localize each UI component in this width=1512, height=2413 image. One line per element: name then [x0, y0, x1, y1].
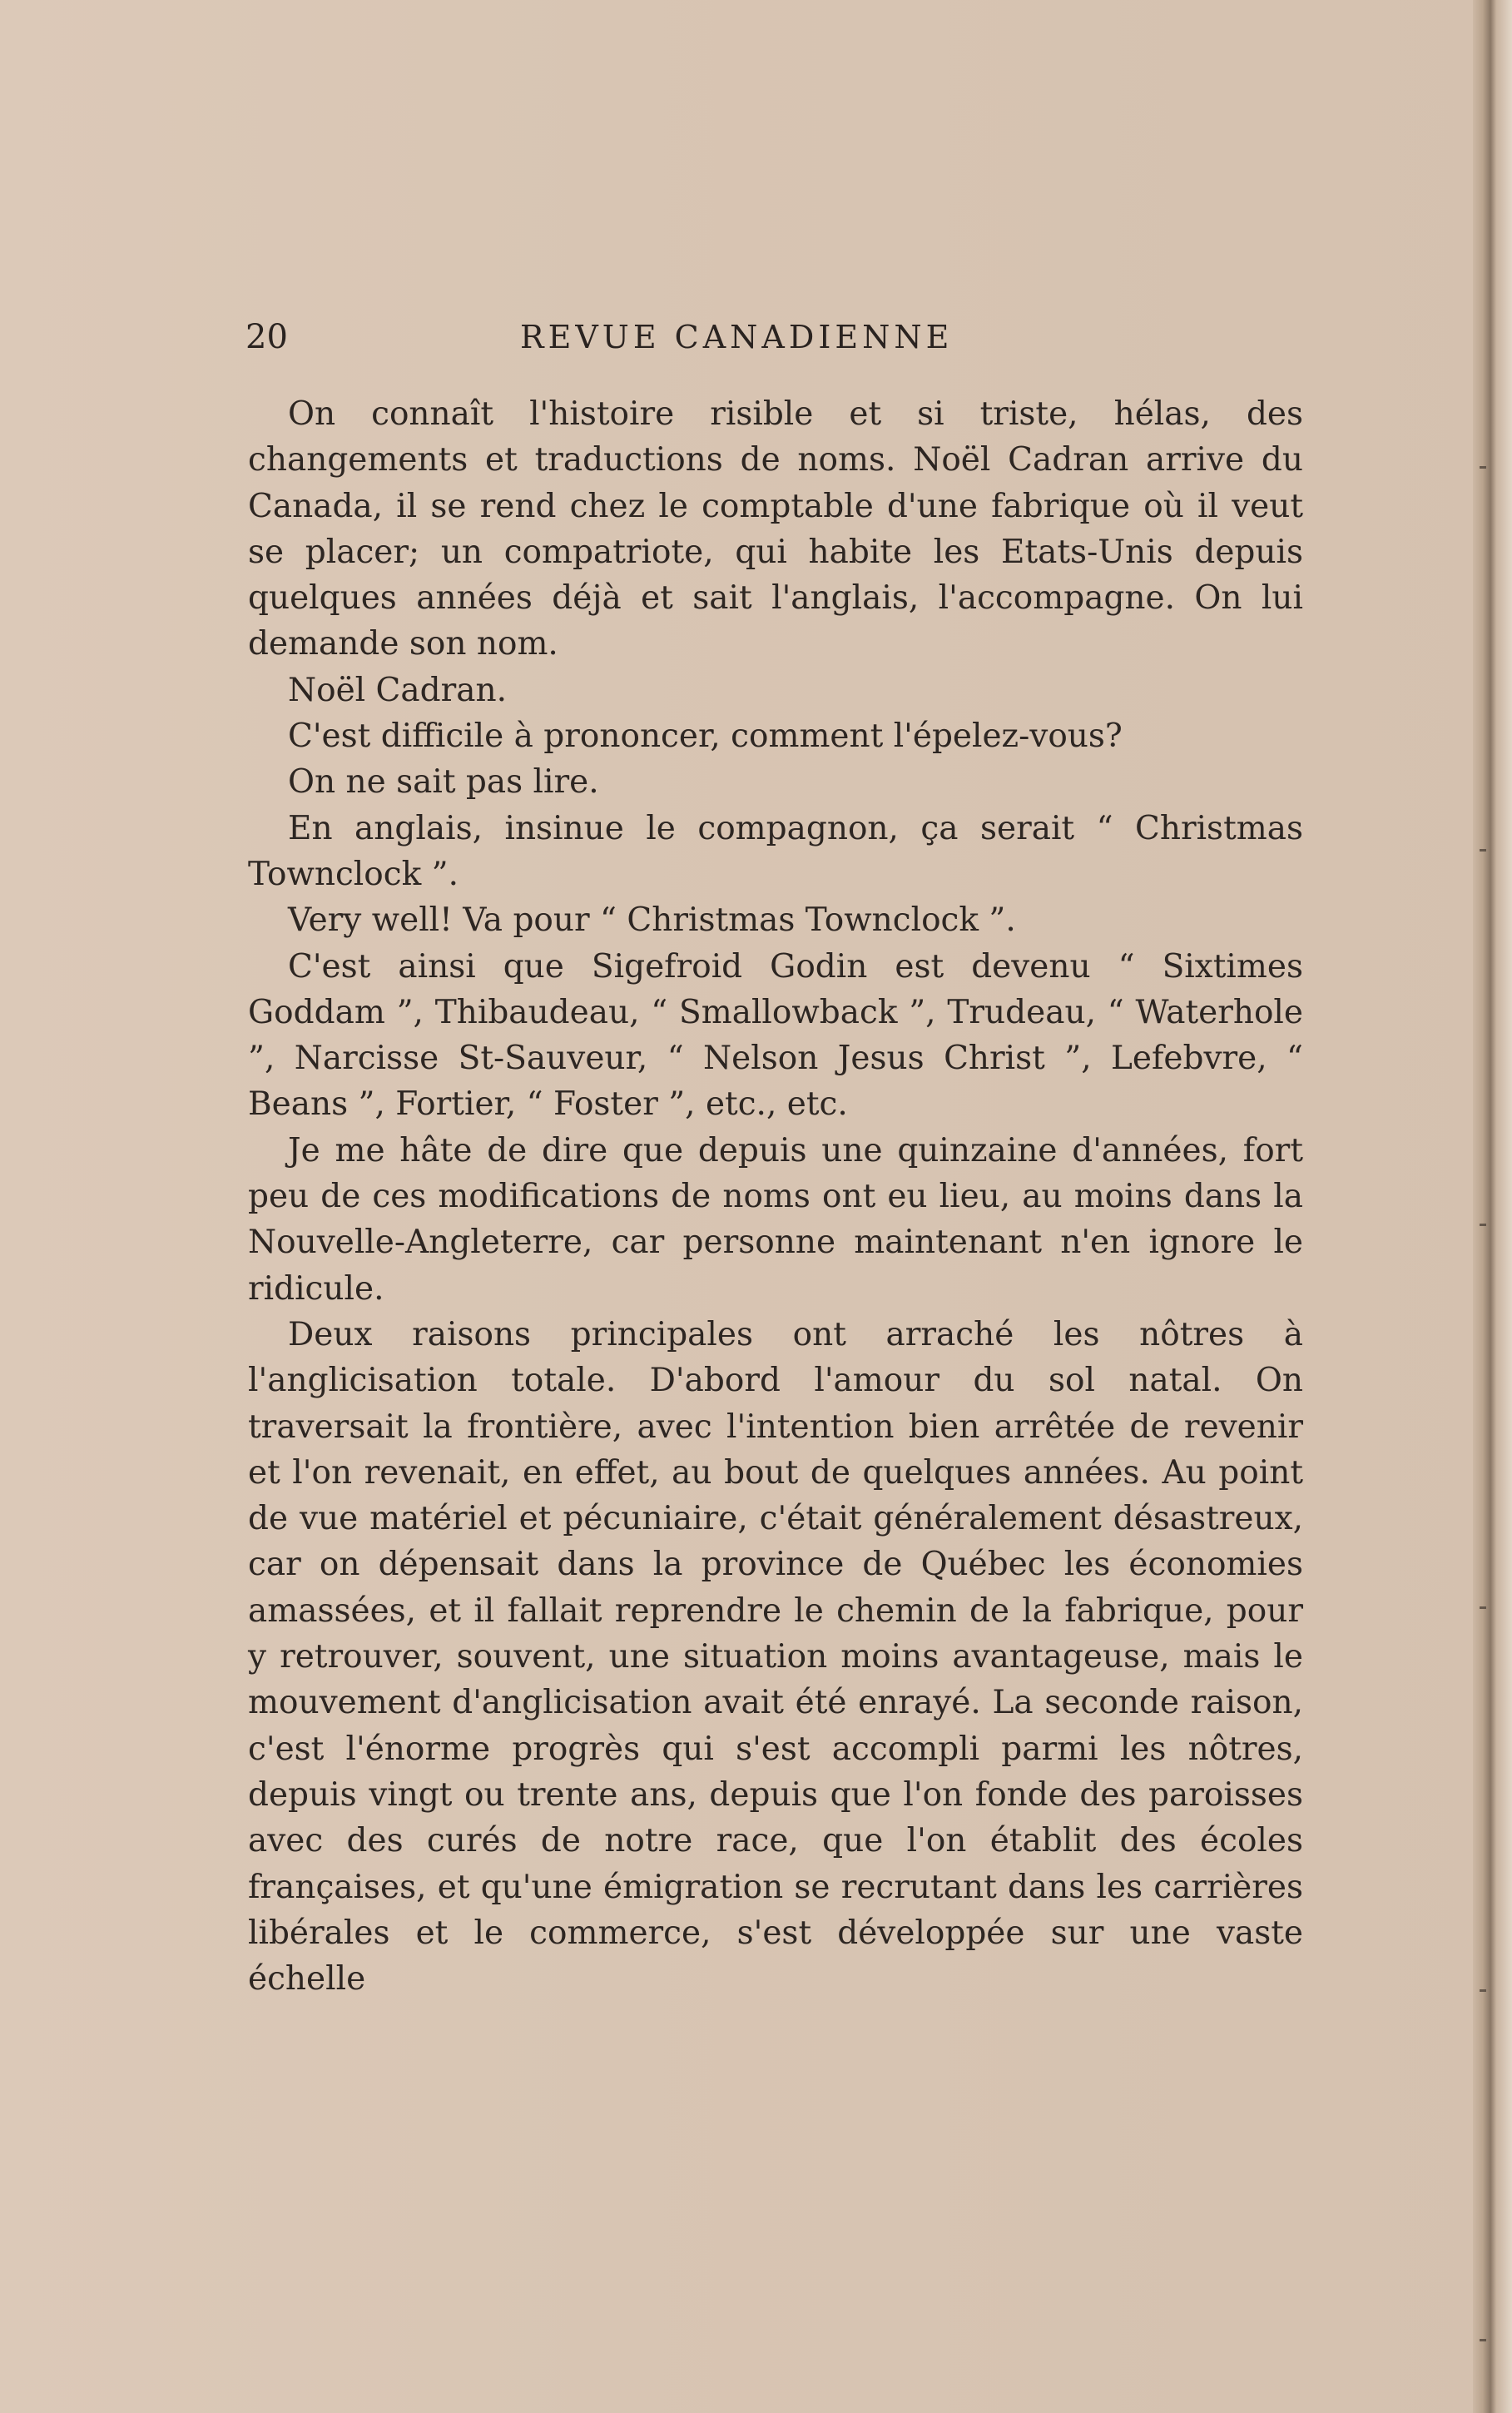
spine-mark [1480, 2339, 1486, 2341]
paragraph: Noël Cadran. [288, 671, 508, 709]
spine-mark [1480, 1606, 1486, 1609]
paragraph: En anglais, insinue le compagnon, ça serait “ Christmas Townclock ”. [248, 809, 1303, 893]
book-spine-edge [1473, 0, 1512, 2413]
page-header [245, 312, 1306, 362]
running-title: REVUE CANADIENNE [520, 319, 954, 355]
paragraph: C'est ainsi que Sigefroid Godin est devenu “ Sixtimes Goddam ”, Thibaudeau, “ Smallowback ”, Trudeau, “ Waterhole ”, Narcisse St-Sauveur, “ Nelson Jesus Christ ”, Lefebvre, “ Beans ”, Fortier, “ Foster ”, etc., etc. [248, 947, 1303, 1124]
spine-mark [1480, 849, 1486, 852]
page-number: 20 [245, 318, 288, 356]
paragraph: Very well! Va pour “ Christmas Townclock ”. [288, 901, 1016, 940]
paragraph: On ne sait pas lire. [288, 763, 599, 802]
paragraph: On connaît l'histoire risible et si triste, hélas, des changements et traductions de noms. Noël Cadran arrive du Canada, il se rend chez le comptable d'une fabrique où il veut se placer; un compatriote, qui habite les Etats-Unis depuis quelques années déjà et sait l'anglais, l'accompagne. On lui demande son nom. [248, 395, 1303, 663]
spine-mark [1480, 1224, 1486, 1226]
paragraph: Deux raisons principales ont arraché les nôtres à l'anglicisation totale. D'abord l'amour du sol natal. On traversait la frontière, avec l'intention bien arrêtée de revenir et l'on revenait, en effet, au bout de quelques années. Au point de vue matériel et pécuniaire, c'était généralement désastreux, car on dépensait dans la province de Québec les économies amassées, et il fallait reprendre le chemin de la fabrique, pour y retrouver, souvent, une situation moins avantageuse, mais le mouvement d'anglicisation avait été enrayé. La seconde raison, c'est l'énorme progrès qui s'est accompli parmi les nôtres, depuis vingt ou trente ans, depuis que l'on fonde des paroisses avec des curés de notre race, que l'on établit des écoles françaises, et qu'une émigration se recrutant dans les carrières libérales et le commerce, s'est développée sur une vaste échelle [248, 1315, 1303, 1998]
spine-mark [1480, 1989, 1486, 1992]
paragraph: Je me hâte de dire que depuis une quinzaine d'années, fort peu de ces modifications de noms ont eu lieu, au moins dans la Nouvelle-Angleterre, car personne maintenant n'en ignore le ridicule. [248, 1131, 1303, 1308]
body-text [248, 391, 1303, 2002]
paragraph: C'est difficile à prononcer, comment l'épelez-vous? [288, 717, 1123, 756]
spine-mark [1480, 466, 1486, 469]
